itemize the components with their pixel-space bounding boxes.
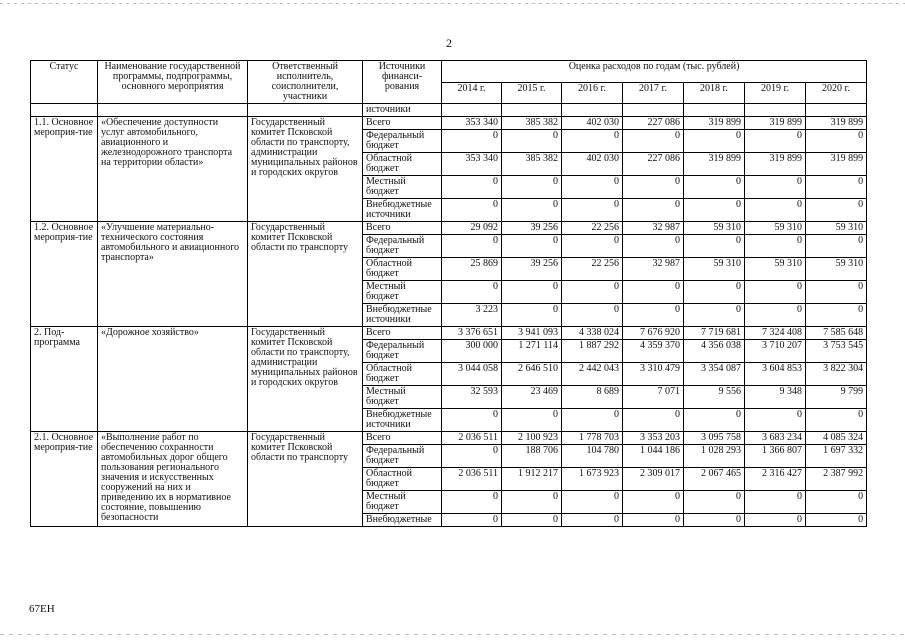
value-cell: 2 100 923 bbox=[502, 432, 562, 445]
value-cell: 3 354 087 bbox=[684, 363, 745, 386]
value-cell: 3 353 203 bbox=[623, 432, 684, 445]
value-cell: 0 bbox=[684, 409, 745, 432]
value-cell: 0 bbox=[745, 176, 806, 199]
value-cell: 0 bbox=[806, 176, 867, 199]
value-cell: 2 646 510 bbox=[502, 363, 562, 386]
value-cell: 4 356 038 bbox=[684, 340, 745, 363]
value-cell: 3 604 853 bbox=[745, 363, 806, 386]
section-status: 1.2. Основное мероприя-тие bbox=[31, 222, 98, 327]
table-row bbox=[31, 117, 867, 130]
value-cell: 0 bbox=[684, 491, 745, 514]
header-name: Наименование государственной программы, подпрограммы, основного мероприятия bbox=[98, 61, 248, 104]
source-label: Федеральный бюджет bbox=[363, 235, 442, 258]
value-cell: 4 359 370 bbox=[623, 340, 684, 363]
value-cell: 32 593 bbox=[442, 386, 502, 409]
value-cell: 0 bbox=[502, 491, 562, 514]
value-cell: 0 bbox=[745, 304, 806, 327]
value-cell: 7 676 920 bbox=[623, 327, 684, 340]
value-cell: 7 324 408 bbox=[745, 327, 806, 340]
value-cell: 2 309 017 bbox=[623, 468, 684, 491]
source-label: Федеральный бюджет bbox=[363, 130, 442, 153]
value-cell: 0 bbox=[442, 176, 502, 199]
value-cell: 22 256 bbox=[562, 258, 623, 281]
header-year: 2014 г. bbox=[442, 82, 502, 104]
value-cell: 0 bbox=[442, 199, 502, 222]
value-cell: 3 753 545 bbox=[806, 340, 867, 363]
value-cell: 0 bbox=[806, 281, 867, 304]
value-cell: 353 340 bbox=[442, 117, 502, 130]
value-cell: 2 036 511 bbox=[442, 432, 502, 445]
section-executor: Государственный комитет Псковской области по транспорту bbox=[248, 432, 363, 527]
value-cell: 0 bbox=[562, 304, 623, 327]
value-cell: 0 bbox=[684, 176, 745, 199]
value-cell: 39 256 bbox=[502, 258, 562, 281]
source-label: Местный бюджет bbox=[363, 491, 442, 514]
value-cell: 3 223 bbox=[442, 304, 502, 327]
value-cell: 402 030 bbox=[562, 117, 623, 130]
source-label: Областной бюджет bbox=[363, 468, 442, 491]
value-cell: 1 912 217 bbox=[502, 468, 562, 491]
value-cell: 0 bbox=[806, 409, 867, 432]
value-cell: 59 310 bbox=[745, 258, 806, 281]
footer-code: 67ЕН bbox=[29, 603, 55, 615]
value-cell: 2 316 427 bbox=[745, 468, 806, 491]
source-label: Областной бюджет bbox=[363, 153, 442, 176]
table-row bbox=[31, 222, 867, 235]
value-cell: 0 bbox=[562, 409, 623, 432]
value-cell: 227 086 bbox=[623, 117, 684, 130]
value-cell: 0 bbox=[745, 235, 806, 258]
value-cell: 8 689 bbox=[562, 386, 623, 409]
value-cell: 319 899 bbox=[806, 153, 867, 176]
section-status: 1.1. Основное мероприя-тие bbox=[31, 117, 98, 222]
value-cell: 7 071 bbox=[623, 386, 684, 409]
value-cell: 1 697 332 bbox=[806, 445, 867, 468]
page-number: 2 bbox=[446, 36, 452, 50]
value-cell: 1 366 807 bbox=[745, 445, 806, 468]
header-status: Статус bbox=[31, 61, 98, 104]
value-cell: 2 387 992 bbox=[806, 468, 867, 491]
value-cell: 9 348 bbox=[745, 386, 806, 409]
value-cell: 59 310 bbox=[806, 222, 867, 235]
value-cell: 3 941 093 bbox=[502, 327, 562, 340]
value-cell: 0 bbox=[684, 199, 745, 222]
value-cell: 32 987 bbox=[623, 222, 684, 235]
table-body bbox=[31, 104, 867, 527]
source-label: Областной бюджет bbox=[363, 258, 442, 281]
header-sources: Источники финанси-рования bbox=[363, 61, 442, 104]
value-cell: 0 bbox=[745, 199, 806, 222]
value-cell: 1 028 293 bbox=[684, 445, 745, 468]
value-cell: 0 bbox=[745, 130, 806, 153]
value-cell: 0 bbox=[806, 491, 867, 514]
source-label: Федеральный бюджет bbox=[363, 445, 442, 468]
value-cell: 0 bbox=[745, 491, 806, 514]
value-cell: 0 bbox=[684, 235, 745, 258]
value-cell: 0 bbox=[684, 304, 745, 327]
value-cell: 7 719 681 bbox=[684, 327, 745, 340]
source-label: Внебюджетные источники bbox=[363, 409, 442, 432]
scan-edge-bottom bbox=[0, 634, 905, 635]
source-label: Всего bbox=[363, 222, 442, 235]
value-cell: 0 bbox=[442, 491, 502, 514]
value-cell: 3 822 304 bbox=[806, 363, 867, 386]
value-cell: 4 085 324 bbox=[806, 432, 867, 445]
value-cell: 59 310 bbox=[745, 222, 806, 235]
value-cell: 1 673 923 bbox=[562, 468, 623, 491]
source-label: Внебюджетные источники bbox=[363, 304, 442, 327]
scan-edge-top bbox=[0, 3, 905, 4]
value-cell: 0 bbox=[502, 130, 562, 153]
value-cell: 0 bbox=[745, 514, 806, 527]
value-cell: 0 bbox=[623, 199, 684, 222]
value-cell: 2 442 043 bbox=[562, 363, 623, 386]
value-cell: 0 bbox=[442, 514, 502, 527]
table-row bbox=[31, 327, 867, 340]
value-cell: 1 271 114 bbox=[502, 340, 562, 363]
value-cell: 0 bbox=[442, 130, 502, 153]
source-label: Всего bbox=[363, 327, 442, 340]
value-cell: 3 710 207 bbox=[745, 340, 806, 363]
source-label: Федеральный бюджет bbox=[363, 340, 442, 363]
source-label: Внебюджетные bbox=[363, 514, 442, 527]
value-cell: 0 bbox=[502, 409, 562, 432]
value-cell: 0 bbox=[806, 304, 867, 327]
value-cell: 25 869 bbox=[442, 258, 502, 281]
value-cell: 402 030 bbox=[562, 153, 623, 176]
header-year: 2016 г. bbox=[562, 82, 623, 104]
value-cell: 319 899 bbox=[745, 153, 806, 176]
value-cell: 227 086 bbox=[623, 153, 684, 176]
budget-table bbox=[30, 60, 867, 527]
source-label: Местный бюджет bbox=[363, 281, 442, 304]
value-cell: 1 887 292 bbox=[562, 340, 623, 363]
value-cell: 104 780 bbox=[562, 445, 623, 468]
value-cell: 1 778 703 bbox=[562, 432, 623, 445]
value-cell: 3 095 758 bbox=[684, 432, 745, 445]
value-cell: 0 bbox=[684, 281, 745, 304]
value-cell: 319 899 bbox=[684, 117, 745, 130]
value-cell: 29 092 bbox=[442, 222, 502, 235]
value-cell: 0 bbox=[623, 304, 684, 327]
value-cell: 0 bbox=[623, 176, 684, 199]
section-name: «Дорожное хозяйство» bbox=[98, 327, 248, 432]
value-cell: 0 bbox=[562, 199, 623, 222]
value-cell: 0 bbox=[623, 235, 684, 258]
section-status: 2. Под-программа bbox=[31, 327, 98, 432]
value-cell: 319 899 bbox=[745, 117, 806, 130]
value-cell: 0 bbox=[623, 514, 684, 527]
value-cell: 0 bbox=[502, 514, 562, 527]
section-name: «Улучшение материально-технического состояния автомобильного и авиационного транспорта» bbox=[98, 222, 248, 327]
header-year: 2017 г. bbox=[623, 82, 684, 104]
value-cell: 385 382 bbox=[502, 153, 562, 176]
value-cell: 0 bbox=[806, 199, 867, 222]
value-cell: 319 899 bbox=[806, 117, 867, 130]
value-cell: 0 bbox=[502, 199, 562, 222]
value-cell: 2 036 511 bbox=[442, 468, 502, 491]
header-executor: Ответственный исполнитель, соисполнители, участники bbox=[248, 61, 363, 104]
source-label: Внебюджетные источники bbox=[363, 199, 442, 222]
value-cell: 0 bbox=[684, 514, 745, 527]
carryover-row bbox=[31, 104, 867, 117]
value-cell: 0 bbox=[623, 409, 684, 432]
section-name: «Выполнение работ по обеспечению сохранности автомобильных дорог общего пользования регионального значения и искусственных сооружений на них и приведению их в нормативное состояние, повышению безопасности bbox=[98, 432, 248, 527]
value-cell: 0 bbox=[684, 130, 745, 153]
value-cell: 3 310 479 bbox=[623, 363, 684, 386]
header-row-1 bbox=[31, 61, 867, 83]
value-cell: 59 310 bbox=[806, 258, 867, 281]
value-cell: 0 bbox=[562, 514, 623, 527]
value-cell: 0 bbox=[502, 281, 562, 304]
value-cell: 0 bbox=[623, 491, 684, 514]
value-cell: 0 bbox=[442, 409, 502, 432]
value-cell: 0 bbox=[806, 235, 867, 258]
header-year: 2015 г. bbox=[502, 82, 562, 104]
section-executor: Государственный комитет Псковской области по транспорту, администрации муниципальных районов и городских округов bbox=[248, 327, 363, 432]
source-label: Всего bbox=[363, 432, 442, 445]
value-cell: 0 bbox=[745, 281, 806, 304]
value-cell: 0 bbox=[442, 235, 502, 258]
value-cell: 0 bbox=[442, 445, 502, 468]
table-row bbox=[31, 432, 867, 445]
value-cell: 0 bbox=[562, 176, 623, 199]
section-name: «Обеспечение доступности услуг автомобильного, авиационного и железнодорожного транспорта на территории области» bbox=[98, 117, 248, 222]
value-cell: 0 bbox=[806, 514, 867, 527]
value-cell: 0 bbox=[502, 304, 562, 327]
value-cell: 0 bbox=[562, 130, 623, 153]
value-cell: 9 799 bbox=[806, 386, 867, 409]
value-cell: 59 310 bbox=[684, 258, 745, 281]
carryover-source: источники bbox=[363, 104, 442, 117]
value-cell: 23 469 bbox=[502, 386, 562, 409]
header-year: 2018 г. bbox=[684, 82, 745, 104]
value-cell: 353 340 bbox=[442, 153, 502, 176]
value-cell: 9 556 bbox=[684, 386, 745, 409]
value-cell: 385 382 bbox=[502, 117, 562, 130]
value-cell: 1 044 186 bbox=[623, 445, 684, 468]
value-cell: 0 bbox=[502, 235, 562, 258]
value-cell: 3 376 651 bbox=[442, 327, 502, 340]
value-cell: 188 706 bbox=[502, 445, 562, 468]
value-cell: 0 bbox=[806, 130, 867, 153]
value-cell: 0 bbox=[502, 176, 562, 199]
value-cell: 0 bbox=[562, 491, 623, 514]
header-year: 2020 г. bbox=[806, 82, 867, 104]
header-year: 2019 г. bbox=[745, 82, 806, 104]
section-executor: Государственный комитет Псковской области по транспорту, администрации муниципальных районов и городских округов bbox=[248, 117, 363, 222]
value-cell: 39 256 bbox=[502, 222, 562, 235]
value-cell: 22 256 bbox=[562, 222, 623, 235]
header-estimate: Оценка расходов по годам (тыс. рублей) bbox=[442, 61, 867, 83]
value-cell: 0 bbox=[562, 235, 623, 258]
value-cell: 3 683 234 bbox=[745, 432, 806, 445]
section-status: 2.1. Основное мероприя-тие bbox=[31, 432, 98, 527]
value-cell: 4 338 024 bbox=[562, 327, 623, 340]
source-label: Областной бюджет bbox=[363, 363, 442, 386]
value-cell: 2 067 465 bbox=[684, 468, 745, 491]
value-cell: 319 899 bbox=[684, 153, 745, 176]
source-label: Местный бюджет bbox=[363, 386, 442, 409]
source-label: Местный бюджет bbox=[363, 176, 442, 199]
source-label: Всего bbox=[363, 117, 442, 130]
value-cell: 0 bbox=[442, 281, 502, 304]
section-executor: Государственный комитет Псковской области по транспорту bbox=[248, 222, 363, 327]
value-cell: 0 bbox=[623, 281, 684, 304]
value-cell: 59 310 bbox=[684, 222, 745, 235]
value-cell: 7 585 648 bbox=[806, 327, 867, 340]
value-cell: 3 044 058 bbox=[442, 363, 502, 386]
value-cell: 0 bbox=[745, 409, 806, 432]
value-cell: 0 bbox=[562, 281, 623, 304]
value-cell: 300 000 bbox=[442, 340, 502, 363]
value-cell: 32 987 bbox=[623, 258, 684, 281]
value-cell: 0 bbox=[623, 130, 684, 153]
